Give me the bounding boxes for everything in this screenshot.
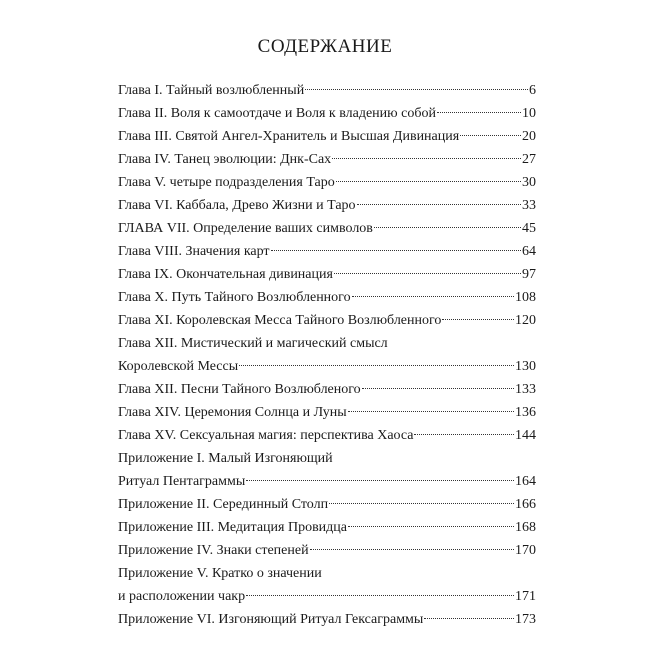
toc-page-number: 171 xyxy=(515,589,536,604)
toc-entry-line xyxy=(118,125,536,148)
toc-entry xyxy=(118,447,536,493)
toc-page-number: 130 xyxy=(515,359,536,374)
dot-leader xyxy=(348,411,514,412)
dot-leader xyxy=(357,204,521,205)
toc-entry-title: ГЛАВА VII. Определение ваших символов xyxy=(118,221,373,236)
toc-list xyxy=(118,79,536,631)
toc-entry xyxy=(118,539,536,562)
toc-entry-line xyxy=(118,171,536,194)
toc-page-number: 64 xyxy=(522,244,536,259)
toc-entry xyxy=(118,424,536,447)
dot-leader xyxy=(332,158,521,159)
toc-entry xyxy=(118,148,536,171)
toc-entry xyxy=(118,516,536,539)
toc-entry-line xyxy=(118,401,536,424)
toc-entry-title: Глава X. Путь Тайного Возлюбленного xyxy=(118,290,351,305)
toc-page-number: 166 xyxy=(515,497,536,512)
dot-leader xyxy=(460,135,521,136)
toc-entry xyxy=(118,608,536,631)
dot-leader xyxy=(437,112,521,113)
toc-entry-title: и расположении чакр xyxy=(118,589,246,604)
toc-entry-line xyxy=(118,562,536,585)
dot-leader xyxy=(414,434,514,435)
toc-entry-line xyxy=(118,516,536,539)
toc-entry-line xyxy=(118,240,536,263)
toc-entry-line xyxy=(118,79,536,102)
toc-entry-title: Глава XII. Песни Тайного Возлюбленого xyxy=(118,382,361,397)
toc-entry-title: Глава V. четыре подразделения Таро xyxy=(118,175,335,190)
toc-entry-line xyxy=(118,194,536,217)
toc-entry-title: Глава IX. Окончательная дивинация xyxy=(118,267,333,282)
toc-entry xyxy=(118,240,536,263)
toc-entry-line xyxy=(118,539,536,562)
dot-leader xyxy=(310,549,514,550)
toc-entry-title: Глава IV. Танец эволюции: Днк-Сах xyxy=(118,152,332,167)
dot-leader xyxy=(424,618,514,619)
toc-page-number: 168 xyxy=(515,520,536,535)
toc-entry xyxy=(118,79,536,102)
toc-entry-line xyxy=(118,332,536,355)
toc-page-number: 133 xyxy=(515,382,536,397)
dot-leader xyxy=(246,595,514,596)
toc-entry xyxy=(118,217,536,240)
toc-entry-title: Приложение III. Медитация Провидца xyxy=(118,520,348,535)
dot-leader xyxy=(336,181,521,182)
toc-page-number: 6 xyxy=(529,83,536,98)
toc-entry-title: Глава III. Святой Ангел-Хранитель и Высшая Дивинация xyxy=(118,129,460,144)
toc-page-number: 108 xyxy=(515,290,536,305)
toc-entry xyxy=(118,194,536,217)
toc-entry xyxy=(118,125,536,148)
toc-entry-line xyxy=(118,378,536,401)
toc-entry-title: Глава XII. Мистический и магический смысл xyxy=(118,336,388,351)
toc-entry-line xyxy=(118,263,536,286)
toc-entry-title: Глава VIII. Значения карт xyxy=(118,244,270,259)
toc-page-number: 173 xyxy=(515,612,536,627)
toc-entry xyxy=(118,401,536,424)
toc-entry-title: Ритуал Пентаграммы xyxy=(118,474,246,489)
toc-page-number: 10 xyxy=(522,106,536,121)
toc-page-number: 20 xyxy=(522,129,536,144)
toc-entry xyxy=(118,263,536,286)
toc-page-number: 97 xyxy=(522,267,536,282)
dot-leader xyxy=(271,250,521,251)
dot-leader xyxy=(246,480,514,481)
toc-entry-title: Приложение I. Малый Изгоняющий xyxy=(118,451,333,466)
toc-title: СОДЕРЖАНИЕ xyxy=(257,36,393,57)
dot-leader xyxy=(305,89,528,90)
toc-entry xyxy=(118,309,536,332)
toc-entry-title: Глава I. Тайный возлюбленный xyxy=(118,83,305,98)
toc-entry-line xyxy=(118,470,536,493)
toc-page-number: 164 xyxy=(515,474,536,489)
toc-entry-title: Глава XIV. Церемония Солнца и Луны xyxy=(118,405,347,420)
toc-entry-line xyxy=(118,608,536,631)
toc-entry-line xyxy=(118,355,536,378)
toc-entry xyxy=(118,378,536,401)
dot-leader xyxy=(374,227,521,228)
dot-leader xyxy=(352,296,514,297)
toc-entry-line xyxy=(118,424,536,447)
toc-entry-title: Приложение V. Кратко о значении xyxy=(118,566,322,581)
toc-entry-line xyxy=(118,447,536,470)
toc-page-number: 30 xyxy=(522,175,536,190)
toc-entry xyxy=(118,102,536,125)
toc-entry-title: Приложение II. Серединный Столп xyxy=(118,497,329,512)
toc-entry-line xyxy=(118,309,536,332)
toc-entry xyxy=(118,171,536,194)
toc-entry-line xyxy=(118,148,536,171)
dot-leader xyxy=(362,388,514,389)
dot-leader xyxy=(239,365,514,366)
toc-entry-title: Приложение IV. Знаки степеней xyxy=(118,543,309,558)
toc-entry-title: Приложение VI. Изгоняющий Ритуал Гексаграммы xyxy=(118,612,424,627)
toc-entry xyxy=(118,332,536,378)
dot-leader xyxy=(329,503,514,504)
toc-entry-line xyxy=(118,585,536,608)
toc-entry xyxy=(118,562,536,608)
dot-leader xyxy=(334,273,521,274)
dot-leader xyxy=(442,319,514,320)
toc-page-number: 170 xyxy=(515,543,536,558)
toc-page-number: 27 xyxy=(522,152,536,167)
toc-entry-title: Глава II. Воля к самоотдаче и Воля к владению собой xyxy=(118,106,436,121)
toc-entry-line xyxy=(118,102,536,125)
toc-entry-title: Глава VI. Каббала, Древо Жизни и Таро xyxy=(118,198,356,213)
dot-leader xyxy=(348,526,514,527)
toc-entry-title: Глава XV. Сексуальная магия: перспектива Хаоса xyxy=(118,428,414,443)
toc-page-number: 144 xyxy=(515,428,536,443)
toc-entry xyxy=(118,493,536,516)
toc-page-number: 45 xyxy=(522,221,536,236)
toc-entry-line xyxy=(118,217,536,240)
toc-entry-title: Королевской Мессы xyxy=(118,359,239,374)
toc-entry-line xyxy=(118,286,536,309)
toc-page-number: 120 xyxy=(515,313,536,328)
toc-entry-title: Глава XI. Королевская Месса Тайного Возлюбленного xyxy=(118,313,442,328)
toc-entry-line xyxy=(118,493,536,516)
toc-entry xyxy=(118,286,536,309)
toc-page-number: 136 xyxy=(515,405,536,420)
toc-page-number: 33 xyxy=(522,198,536,213)
